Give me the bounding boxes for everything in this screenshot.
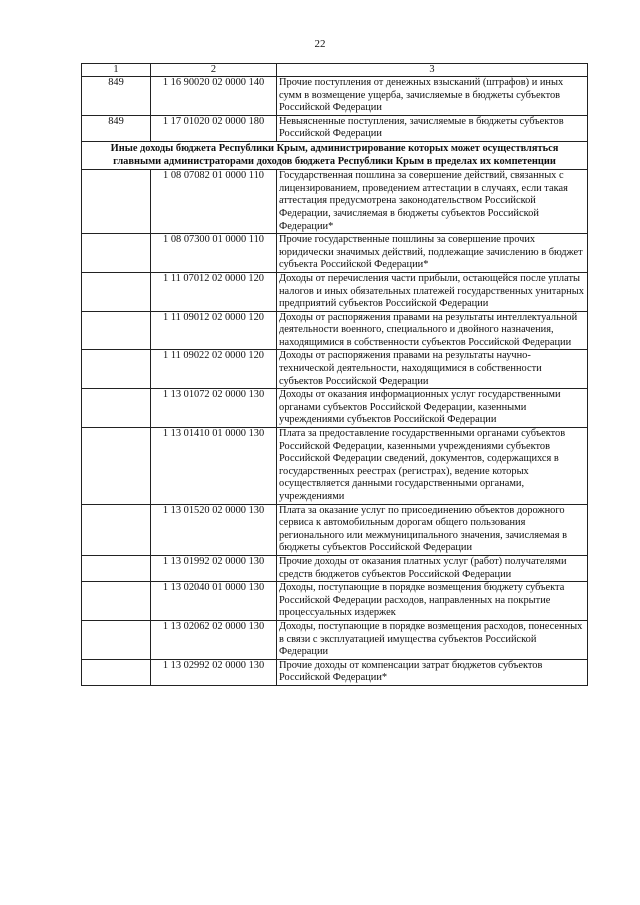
admin-code-cell — [82, 272, 151, 311]
column-header-1: 1 — [82, 64, 151, 77]
page-number: 22 — [314, 38, 326, 50]
budget-code-cell: 1 17 01020 02 0000 180 — [151, 115, 277, 141]
budget-code-cell: 1 13 01992 02 0000 130 — [151, 555, 277, 581]
revenue-name-cell: Прочие доходы от оказания платных услуг (работ) получателями средств бюджетов субъектов Российской Федерации — [277, 555, 588, 581]
table-row — [82, 234, 588, 273]
budget-code-cell: 1 13 02992 02 0000 130 — [151, 659, 277, 685]
budget-code-cell: 1 08 07082 01 0000 110 — [151, 170, 277, 234]
budget-code-cell: 1 11 09012 02 0000 120 — [151, 311, 277, 350]
budget-code-cell: 1 11 09022 02 0000 120 — [151, 350, 277, 389]
revenue-name-cell: Доходы, поступающие в порядке возмещения бюджету субъекта Российской Федерации расходов, направленных на покрытие процессуальных издержек — [277, 582, 588, 621]
table-row — [82, 389, 588, 428]
table-header — [82, 64, 588, 77]
revenue-name-cell: Государственная пошлина за совершение действий, связанных с лицензированием, проведением аттестации в случаях, если такая аттестация предусмотрена законодательством Российской Федерации, зачисляемая в бюджеты субъектов Российской Федерации* — [277, 170, 588, 234]
table-row — [82, 659, 588, 685]
table-header-row — [82, 64, 588, 77]
revenue-name-cell: Плата за предоставление государственными органами субъектов Российской Федерации, казенными учреждениями субъектов Российской Федерации сведений, документов, содержащихся в государственных реестрах (регистрах), ведение которых осуществляется данными государственными органами, учреждениями — [277, 428, 588, 505]
table-row — [82, 350, 588, 389]
admin-code-cell: 849 — [82, 77, 151, 116]
budget-code-cell: 1 08 07300 01 0000 110 — [151, 234, 277, 273]
table-row — [82, 582, 588, 621]
admin-code-cell — [82, 389, 151, 428]
budget-code-cell: 1 13 01072 02 0000 130 — [151, 389, 277, 428]
table-row — [82, 504, 588, 555]
column-header-2: 2 — [151, 64, 277, 77]
table-row — [82, 620, 588, 659]
admin-code-cell — [82, 350, 151, 389]
admin-code-cell — [82, 234, 151, 273]
admin-code-cell — [82, 170, 151, 234]
revenue-name-cell: Доходы от перечисления части прибыли, остающейся после уплаты налогов и иных обязательных платежей государственных унитарных предприятий субъектов Российской Федерации — [277, 272, 588, 311]
revenue-name-cell: Прочие доходы от компенсации затрат бюджетов субъектов Российской Федерации* — [277, 659, 588, 685]
admin-code-cell — [82, 428, 151, 505]
budget-code-cell: 1 11 07012 02 0000 120 — [151, 272, 277, 311]
budget-code-cell: 1 13 01520 02 0000 130 — [151, 504, 277, 555]
column-header-3: 3 — [277, 64, 588, 77]
admin-code-cell — [82, 504, 151, 555]
table-row — [82, 77, 588, 116]
revenue-name-cell: Прочие государственные пошлины за совершение прочих юридически значимых действий, подлежащие зачислению в бюджет субъекта Российской Федерации* — [277, 234, 588, 273]
table-row — [82, 311, 588, 350]
section-heading-row — [82, 141, 588, 169]
admin-code-cell: 849 — [82, 115, 151, 141]
table-row — [82, 555, 588, 581]
budget-code-cell: 1 13 02040 01 0000 130 — [151, 582, 277, 621]
budget-code-cell: 1 13 02062 02 0000 130 — [151, 620, 277, 659]
table-row — [82, 272, 588, 311]
revenue-name-cell: Плата за оказание услуг по присоединению объектов дорожного сервиса к автомобильным дорогам общего пользования регионального или межмуниципального значения, зачисляемая в бюджеты субъектов Российской Федерации — [277, 504, 588, 555]
table-body — [82, 77, 588, 686]
revenue-name-cell: Доходы от оказания информационных услуг государственными органами субъектов Российской Федерации, казенными учреждениями субъектов Российской Федерации — [277, 389, 588, 428]
admin-code-cell — [82, 582, 151, 621]
admin-code-cell — [82, 659, 151, 685]
budget-code-cell: 1 13 01410 01 0000 130 — [151, 428, 277, 505]
table-row — [82, 428, 588, 505]
section-title: Иные доходы бюджета Республики Крым, администрирование которых может осуществляться главными администраторами доходов бюджета Республики Крым в пределах их компетенции — [82, 141, 588, 169]
revenue-name-cell: Прочие поступления от денежных взысканий (штрафов) и иных сумм в возмещение ущерба, зачисляемые в бюджеты субъектов Российской Федерации — [277, 77, 588, 116]
budget-code-cell: 1 16 90020 02 0000 140 — [151, 77, 277, 116]
table-row — [82, 115, 588, 141]
revenue-name-cell: Доходы, поступающие в порядке возмещения расходов, понесенных в связи с эксплуатацией имущества субъектов Российской Федерации — [277, 620, 588, 659]
revenue-name-cell: Невыясненные поступления, зачисляемые в бюджеты субъектов Российской Федерации — [277, 115, 588, 141]
revenue-codes-table — [81, 63, 588, 686]
admin-code-cell — [82, 311, 151, 350]
revenue-name-cell: Доходы от распоряжения правами на результаты научно-технической деятельности, находящимися в собственности субъектов Российской Федерации — [277, 350, 588, 389]
admin-code-cell — [82, 620, 151, 659]
table-row — [82, 170, 588, 234]
admin-code-cell — [82, 555, 151, 581]
revenue-name-cell: Доходы от распоряжения правами на результаты интеллектуальной деятельности военного, специального и двойного назначения, находящимися в собственности субъектов Российской Федерации — [277, 311, 588, 350]
